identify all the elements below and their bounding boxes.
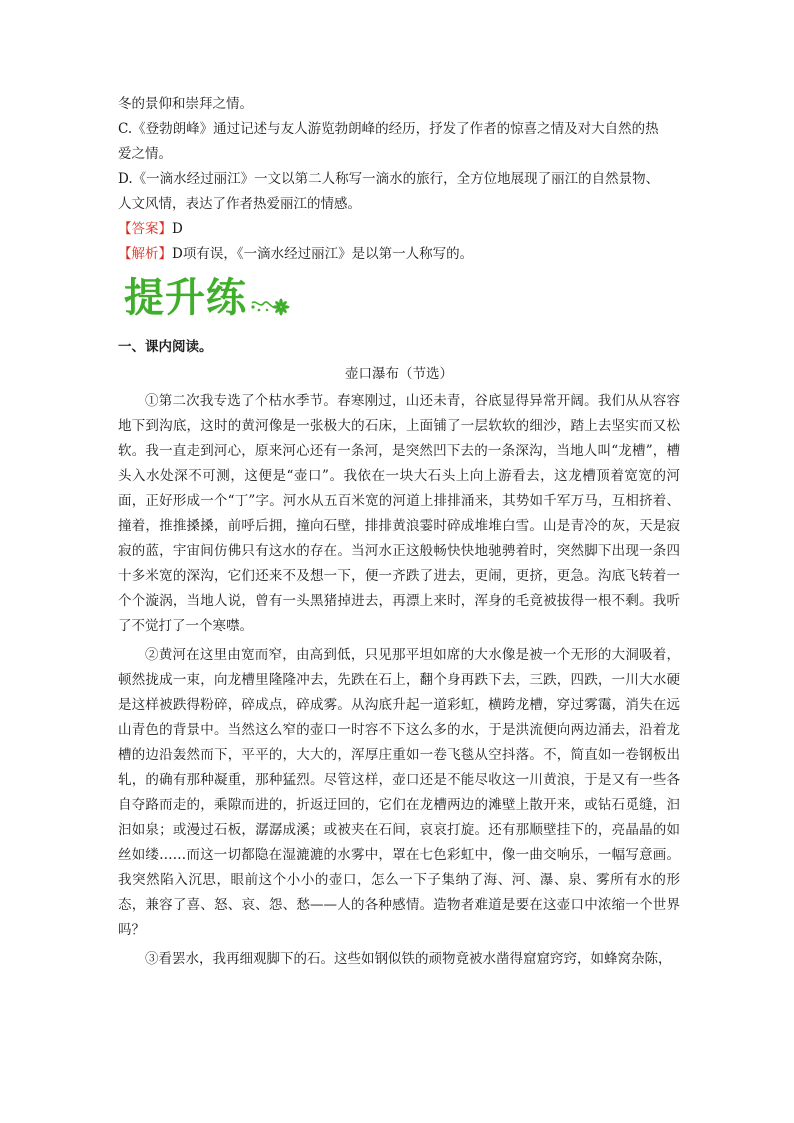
option-d-line2: 人文风情，表达了作者热爱丽江的情感。 [118, 196, 361, 212]
section-logo-text: 提升练 [124, 275, 247, 321]
vine-ornament-icon [250, 295, 290, 319]
option-c-line1: C.《登勃朗峰》通过记述与友人游览勃朗峰的经历，抒发了作者的惊喜之情及对大自然的热 [118, 121, 659, 137]
section-heading: 一、课内阅读。 [118, 339, 213, 355]
analysis-text: D项有误，《一滴水经过丽江》是以第一人称写的。 [172, 246, 474, 262]
article-title: 壶口瀑布（节选） [345, 366, 453, 382]
answer-row [118, 217, 680, 242]
option-b-tail: 冬的景仰和崇拜之情。 [118, 96, 253, 112]
article-paragraph-1: ①第二次我专选了个枯水季节。春寒刚过，山还未青，谷底显得异常开阔。我们从从容容地下到沟底，这时的黄河像是一张极大的石床，上面铺了一层软软的细沙，踏上去坚实而又松软。我一直走到河心，原来河心还有一条河，是突然凹下去的一条深沟，当地人叫“龙槽”，槽头入水处深不可测，这便是“壶口”。我依在一块大石头上向上游看去，这龙槽顶着宽宽的河面，正好形成一个“丁”字。河水从五百米宽的河道上排排涌来，其势如千军万马，互相挤着、撞着，推推搡搡，前呼后拥，撞向石壁，排排黄浪霎时碎成堆堆白雪。山是青冷的灰，天是寂寂的蓝，宇宙间仿佛只有这水的存在。当河水正这般畅快快地驰骋着时，突然脚下出现一条四十多米宽的深沟，它们还来不及想一下，便一齐跌了进去，更闹，更挤，更急。沟底飞转着一个个漩涡，当地人说，曾有一头黑猪掉进去，再漂上来时，浑身的毛竟被拔得一根不剩。我听了不觉打了一个寒噤。 [118, 393, 680, 634]
document-content [118, 92, 680, 972]
article-paragraph-3: ③看罢水，我再细观脚下的石。这些如钢似铁的顽物竟被水凿得窟窟窍窍，如蜂窝杂陈， [145, 951, 672, 967]
option-c-line2: 爱之情。 [118, 146, 172, 162]
section-logo [118, 271, 680, 333]
analysis-row [118, 242, 680, 267]
answer-label: 【答案】 [118, 221, 172, 237]
article-paragraph-2: ②黄河在这里由宽而窄，由高到低，只见那平坦如席的大水像是被一个无形的大洞吸着，顿然拢成一束，向龙槽里隆隆冲去，先跌在石上，翻个身再跌下去，三跌，四跌，一川大水硬是这样被跌得粉碎，碎成点，碎成雾。从沟底升起一道彩虹，横跨龙槽，穿过雾霭，消失在远山青色的背景中。当然这么窄的壶口一时容不下这么多的水，于是洪流便向两边涌去，沿着龙槽的边沿轰然而下，平平的，大大的，浑厚庄重如一卷飞毯从空抖落。不，简直如一卷钢板出轧，的确有那种凝重，那种猛烈。尽管这样，壶口还是不能尽收这一川黄浪，于是又有一些各自夺路而走的，乘隙而进的，折返迂回的，它们在龙槽两边的滩壁上散开来，或钻石觅缝，汩汩如泉；或漫过石板，潺潺成溪；或被夹在石间，哀哀打旋。还有那顺壁挂下的，亮晶晶的如丝如缕……而这一切都隐在湿漉漉的水雾中，罩在七色彩虹中，像一曲交响乐，一幅写意画。我突然陷入沉思，眼前这个小小的壶口，怎么一下子集纳了海、河、瀑、泉、雾所有水的形态，兼容了喜、怒、哀、怨、愁——人的各种感情。造物者难道是要在这壶口中浓缩一个世界吗？ [118, 647, 680, 938]
option-d-line1: D.《一滴水经过丽江》一文以第二人称写一滴水的旅行，全方位地展现了丽江的自然景物、 [118, 171, 660, 187]
analysis-label: 【解析】 [118, 246, 172, 262]
answer-value: D [172, 221, 183, 237]
